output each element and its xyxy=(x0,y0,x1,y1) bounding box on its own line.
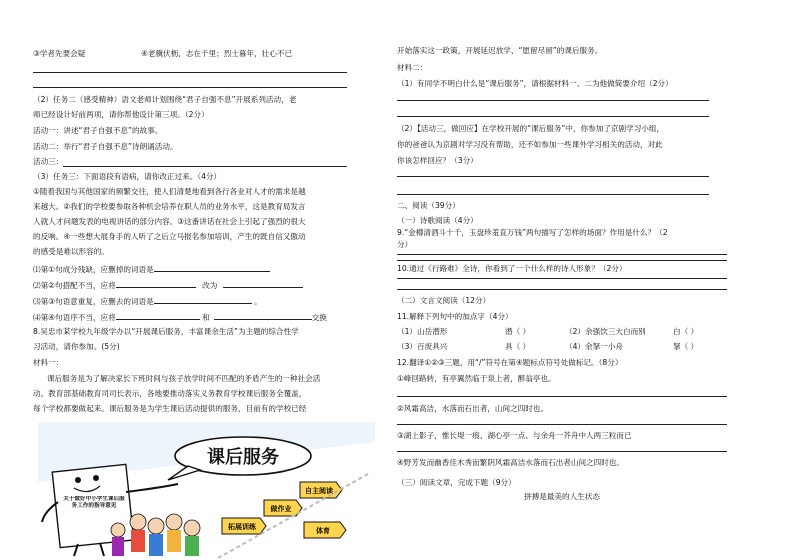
fix-2-word: 改为 xyxy=(202,281,218,290)
fix-2-blank-b[interactable] xyxy=(223,280,303,288)
activity-3-answer-line[interactable] xyxy=(63,166,347,167)
bubble-title: 课后服务 xyxy=(207,447,279,468)
q10: 10.通过《行路难》全诗，你看到了一个什么样的诗人形象？（2分） xyxy=(397,264,627,273)
answer-line xyxy=(33,72,347,73)
paragraph-line: 来越大。②我们的学校要参取各种机会培养在职人员的业务水平，这是教育局发言 xyxy=(33,202,306,211)
q11: 11.解释下列句中的加点字（4分） xyxy=(397,312,513,321)
fix-4-blank-b[interactable] xyxy=(214,312,312,320)
sign-reading: 自主阅读 xyxy=(305,487,333,495)
material-1-text: 课后服务是为了解决家长下班时间与孩子放学时间不匹配的矛盾产生的一种社会活 xyxy=(47,374,321,383)
paragraph-line: ①随着我国与其他国家的频繁交往，使人们清楚地看到各行各业对人才的需求是越 xyxy=(33,187,306,196)
task2-text: 师已经设计好前两项，请你帮他设计第三项。（2分） xyxy=(33,110,209,119)
fix-1-blank[interactable] xyxy=(154,264,270,272)
paragraph-line: 的反响。④一些想大展身手的人听了之后立马报名参加培训，产生的既自信又傲动 xyxy=(33,232,306,241)
fix-2 xyxy=(33,280,303,290)
answer-line[interactable] xyxy=(397,278,727,279)
section-poetry: （一）诗歌阅读（4分） xyxy=(397,216,478,225)
q8-heading: 8.吴忠市某学校九年级学办以“开展课后服务，丰富课余生活”为主题的综合性学 xyxy=(33,327,299,336)
section-reading: 二、阅读（39分） xyxy=(397,201,460,210)
sign-homework: 做作业 xyxy=(270,505,292,513)
material-1-text: 每个学校都要做起来。课后服务是为学生课后活动提供的服务，目前有的学校已经 xyxy=(33,404,307,413)
task3-heading: （3）任务三：下面语段有语病，请你改正过来。（4分） xyxy=(33,172,222,181)
q11-item-2: （2）余强饮三大白而别 xyxy=(565,327,646,336)
after-school-service-cartoon xyxy=(38,422,375,558)
q8-2: 你的爸爸认为京剧对学习没有帮助，还不如参加一些课外学习相关的活动，对此 xyxy=(397,140,663,149)
material-1-label: 材料一： xyxy=(33,358,64,367)
fix-4-word: 交换 xyxy=(311,313,327,322)
article-title: 拼搏是最美的人生状态 xyxy=(524,492,600,501)
q11-blank-4[interactable]: 拏（ ） xyxy=(673,342,699,351)
sign-sports: 体育 xyxy=(316,527,330,535)
fix-4-blank-a[interactable] xyxy=(116,312,200,320)
fix-4-text: ⑷第④句语序不当，应将 xyxy=(33,313,116,322)
fix-1 xyxy=(33,264,270,274)
fix-3-text: ⑶第③句语意重复，应删去的词语是 xyxy=(33,297,154,306)
answer-line[interactable] xyxy=(397,194,709,195)
fix-3: ⑶第③句语意重复，应删去的词语是 。 xyxy=(33,297,262,306)
answer-line[interactable] xyxy=(397,116,709,117)
q8-heading: 习活动，请你参加。(5分) xyxy=(33,342,120,351)
paragraph-line: 的感受是难以形容的。 xyxy=(33,247,109,256)
material-1-text: 动。教育部基础教育司司长表示，各地要推动落实义务教育学校课后服务全覆盖， xyxy=(33,389,307,398)
fix-2-blank-a[interactable] xyxy=(116,280,196,288)
material-2-label: 材料二： xyxy=(397,63,428,72)
answer-line[interactable] xyxy=(397,424,727,425)
activity-3-label: 活动三： xyxy=(33,157,64,166)
q9: 分） xyxy=(397,240,413,249)
answer-line[interactable] xyxy=(397,451,727,452)
q12-sentence-1: ①峰回路转，有亭翼然临于泉上者，醉翁亭也。 xyxy=(397,374,556,383)
answer-line[interactable] xyxy=(397,289,727,290)
option-4: ④老骥伏枥，志在千里；烈士暮年，壮心不已 xyxy=(141,49,293,58)
fix-1-text: ⑴第①句成分残缺，应删掉的词语是 xyxy=(33,265,154,274)
answer-line[interactable] xyxy=(397,100,709,101)
fix-4-word: 和 xyxy=(202,313,210,322)
sign-training: 拓展训练 xyxy=(228,523,256,531)
q11-blank-3[interactable]: 具（ ） xyxy=(505,342,531,351)
q9: 9.“金樽清酒斗十千，玉盘珍羞直万钱”两句描写了怎样的场面？作用是什么？（2 xyxy=(397,228,668,237)
activity-1: 活动一：讲述“君子自强不息”的故事。 xyxy=(33,126,163,135)
q8-2: 你该怎样回应？（3分） xyxy=(397,156,478,165)
section-modern-reading: （三）阅读文章，完成下题（9分） xyxy=(397,478,516,487)
q11-item-3: （3）百废具兴 xyxy=(397,342,448,351)
activity-2: 活动二：举行“君子自强不息”诗朗诵活动。 xyxy=(33,142,178,151)
option-3: ③学者先要会疑 xyxy=(33,49,86,58)
q11-blank-1[interactable]: 潜（ ） xyxy=(505,327,531,336)
q11-item-1: （1）山岳潜形 xyxy=(397,327,448,336)
paragraph-line: 人就人才问题发表的电视讲话的部分内容。③这番讲话在社会上引起了强烈的很大 xyxy=(33,217,306,226)
q12-sentence-4: ④野芳发而幽香佳木秀而繁阴风霜高洁水落而石出者山间之四时也。 xyxy=(397,458,625,467)
answer-line xyxy=(33,87,347,88)
answer-line[interactable] xyxy=(397,396,727,397)
fix-3-blank[interactable] xyxy=(154,296,252,304)
q8-2: （2）【活动三，做回应】在学校开展的“课后服务”中，你参加了京剧学习小组， xyxy=(397,124,665,133)
q12-sentence-3: ③湖上影子，惟长堤一痕、湖心亭一点、与余舟一芥舟中人两三粒而已 xyxy=(397,431,632,440)
q11-item-4: （4）余拏一小舟 xyxy=(565,342,623,351)
section-classical: （二）文言文阅读（12分） xyxy=(397,296,491,305)
q8-1: （1）有同学不明白什么是“课后服务”，请根据材料一、二为他做简要介绍（2分） xyxy=(397,79,673,88)
answer-line[interactable] xyxy=(397,176,709,177)
answer-line[interactable] xyxy=(397,260,727,261)
fix-2-text: ⑵第②句搭配不当，应将 xyxy=(33,281,116,290)
q11-blank-2[interactable]: 白（ ） xyxy=(673,327,699,336)
material-1-end: 开始落实这一政策，开展延迟放学、“愿留尽留”的课后服务。 xyxy=(397,46,603,55)
answer-line[interactable] xyxy=(397,254,727,255)
document-title: 关于做好中小学生课后服务工作的指导意见 xyxy=(63,496,125,509)
q12-sentence-2: ②风霜高洁，水落而石出者，山间之四时也。 xyxy=(397,404,549,413)
task2-text: （2）任务二（感受精神）语文老师计划围绕“君子自强不息”开展系列活动，老 xyxy=(33,95,297,104)
q12: 12.翻译①②③三题，用“/”符号在第④题标点符号处做标记。（8分） xyxy=(397,358,623,367)
fix-4 xyxy=(33,312,327,322)
